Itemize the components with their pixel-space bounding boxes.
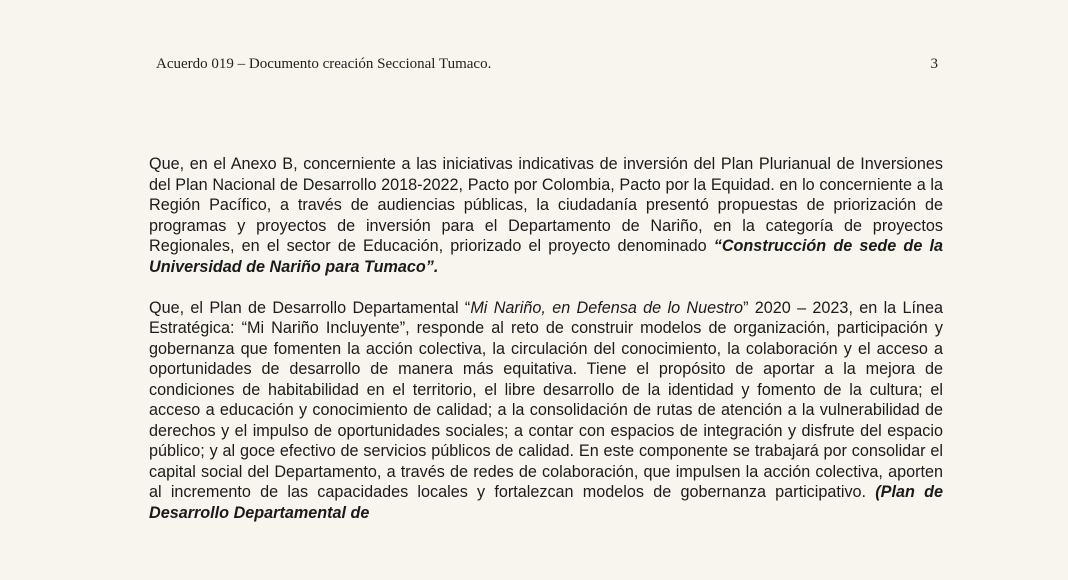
project-name: “Construcción de sede de la Universidad de Nariño para Tumaco”.: [149, 237, 943, 276]
paragraph-text: ” 2020 – 2023, en la Línea Estratégica: “Mi Nariño Incluyente”, responde al reto de construir modelos de organización, participación y gobernanza que fomenten la acción colectiva, la circulación del conocimiento, la colaboración y el acceso a oportunidades de desarrollo de manera más equitativa. Tiene el propósito de aportar a la mejora de condiciones de habitabilidad en el territorio, el libre desarrollo de la identidad y fomento de la cultura; el acceso a educación y conocimiento de calidad; a la consolidación de rutas de atención a la vulnerabilidad de derechos y el impulso de oportunidades sociales; a contar con espacios de integración y disfrute del espacio público; y al goce efectivo de servicios públicos de calidad. En este componente se trabajará por consolidar el capital social del Departamento, a través de redes de colaboración, que impulsen la acción colectiva, aporten al incremento de las capacidades locales y fortalezcan modelos de gobernanza participativo.: [149, 298, 943, 501]
header-title: Acuerdo 019 – Documento creación Seccional Tumaco.: [156, 56, 492, 72]
plan-name: Mi Nariño, en Defensa de lo Nuestro: [470, 298, 744, 317]
page-number: 3: [930, 56, 938, 72]
paragraph-intro: Que, el Plan de Desarrollo Departamental “: [149, 298, 471, 317]
document-body: [149, 154, 943, 523]
paragraph-anexo-b: [149, 154, 943, 277]
plan-citation: (Plan de Desarrollo Departamental de: [149, 483, 943, 522]
paragraph-plan-desarrollo: [149, 298, 943, 524]
paragraph-text: Que, en el Anexo B, concerniente a las iniciativas indicativas de inversión del Plan Plurianual de Inversiones del Plan Nacional de Desarrollo 2018-2022, Pacto por Colombia, Pacto por la Equidad. en lo concerniente a la Región Pacífico, a través de audiencias públicas, la ciudadanía presentó propuestas de priorización de programas y proyectos de inversión para el Departamento de Nariño, en la categoría de proyectos Regionales, en el sector de Educación, priorizado el proyecto denominado: [149, 155, 943, 255]
